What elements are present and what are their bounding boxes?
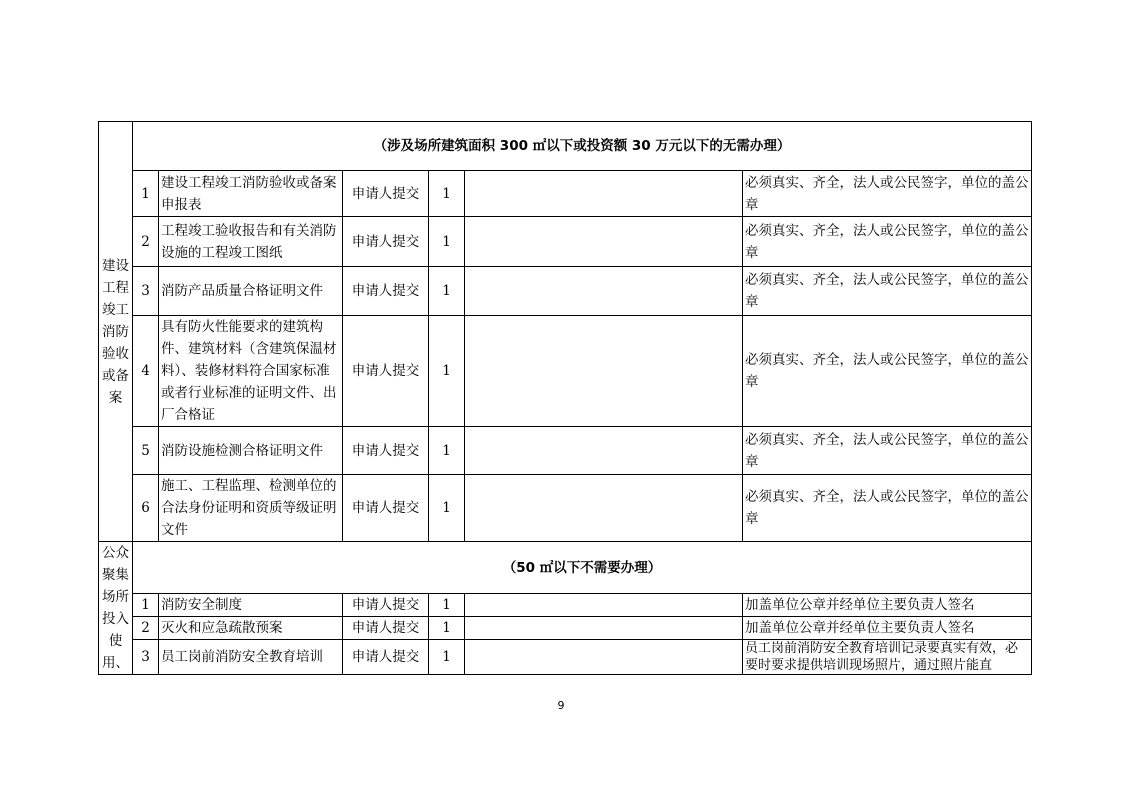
blank-cell	[465, 594, 743, 617]
table-row	[99, 267, 1032, 316]
row-number: 2	[133, 217, 159, 267]
blank-cell	[465, 475, 743, 542]
material-count: 1	[429, 640, 465, 675]
material-name: 工程竣工验收报告和有关消防设施的工程竣工图纸	[159, 217, 343, 267]
table-row	[99, 640, 1032, 675]
material-name: 员工岗前消防安全教育培训	[159, 640, 343, 675]
table-row	[99, 617, 1032, 640]
material-requirement: 必须真实、齐全，法人或公民签字，单位的盖公章	[743, 217, 1032, 267]
table-row	[99, 594, 1032, 617]
material-count: 1	[429, 316, 465, 427]
material-requirement: 必须真实、齐全，法人或公民签字，单位的盖公章	[743, 171, 1032, 217]
blank-cell	[465, 617, 743, 640]
blank-cell	[465, 217, 743, 267]
material-count: 1	[429, 171, 465, 217]
material-name: 灭火和应急疏散预案	[159, 617, 343, 640]
material-source: 申请人提交	[343, 316, 429, 427]
material-requirement: 必须真实、齐全，法人或公民签字，单位的盖公章	[743, 316, 1032, 427]
material-name: 施工、工程监理、检测单位的合法身份证明和资质等级证明文件	[159, 475, 343, 542]
row-number: 5	[133, 427, 159, 475]
material-name: 具有防火性能要求的建筑构件、建筑材料（含建筑保温材料）、装修材料符合国家标准或者行业标准的证明文件、出厂合格证	[159, 316, 343, 427]
section-note: （50 ㎡以下不需要办理）	[133, 542, 1032, 594]
material-count: 1	[429, 475, 465, 542]
blank-cell	[465, 267, 743, 316]
material-name: 消防安全制度	[159, 594, 343, 617]
blank-cell	[465, 316, 743, 427]
material-source: 申请人提交	[343, 640, 429, 675]
material-source: 申请人提交	[343, 267, 429, 316]
material-count: 1	[429, 617, 465, 640]
blank-cell	[465, 640, 743, 675]
table-row	[99, 217, 1032, 267]
material-count: 1	[429, 217, 465, 267]
row-number: 2	[133, 617, 159, 640]
table-row	[99, 475, 1032, 542]
page-number: 9	[557, 699, 565, 712]
material-requirement: 加盖单位公章并经单位主要负责人签名	[743, 594, 1032, 617]
table-row	[99, 427, 1032, 475]
material-source: 申请人提交	[343, 594, 429, 617]
row-number: 6	[133, 475, 159, 542]
materials-table	[98, 121, 1032, 675]
material-count: 1	[429, 267, 465, 316]
material-requirement: 加盖单位公章并经单位主要负责人签名	[743, 617, 1032, 640]
material-source: 申请人提交	[343, 475, 429, 542]
row-number: 4	[133, 316, 159, 427]
table-row	[99, 316, 1032, 427]
section-note: （涉及场所建筑面积 300 ㎡以下或投资额 30 万元以下的无需办理）	[133, 122, 1032, 171]
material-source: 申请人提交	[343, 427, 429, 475]
category-cell: 建设工程竣工消防验收或备案	[99, 122, 133, 542]
material-name: 消防产品质量合格证明文件	[159, 267, 343, 316]
material-requirement: 必须真实、齐全，法人或公民签字，单位的盖公章	[743, 427, 1032, 475]
material-count: 1	[429, 594, 465, 617]
material-requirement: 必须真实、齐全，法人或公民签字，单位的盖公章	[743, 475, 1032, 542]
category-cell: 公众聚集场所投入使用、	[99, 542, 133, 675]
material-name: 消防设施检测合格证明文件	[159, 427, 343, 475]
material-source: 申请人提交	[343, 217, 429, 267]
material-count: 1	[429, 427, 465, 475]
material-name: 建设工程竣工消防验收或备案申报表	[159, 171, 343, 217]
row-number: 3	[133, 267, 159, 316]
row-number: 1	[133, 594, 159, 617]
material-requirement: 员工岗前消防安全教育培训记录要真实有效，必要时要求提供培训现场照片，通过照片能直	[743, 640, 1032, 675]
blank-cell	[465, 427, 743, 475]
material-requirement: 必须真实、齐全，法人或公民签字，单位的盖公章	[743, 267, 1032, 316]
row-number: 1	[133, 171, 159, 217]
material-source: 申请人提交	[343, 617, 429, 640]
table-row	[99, 171, 1032, 217]
material-source: 申请人提交	[343, 171, 429, 217]
blank-cell	[465, 171, 743, 217]
row-number: 3	[133, 640, 159, 675]
